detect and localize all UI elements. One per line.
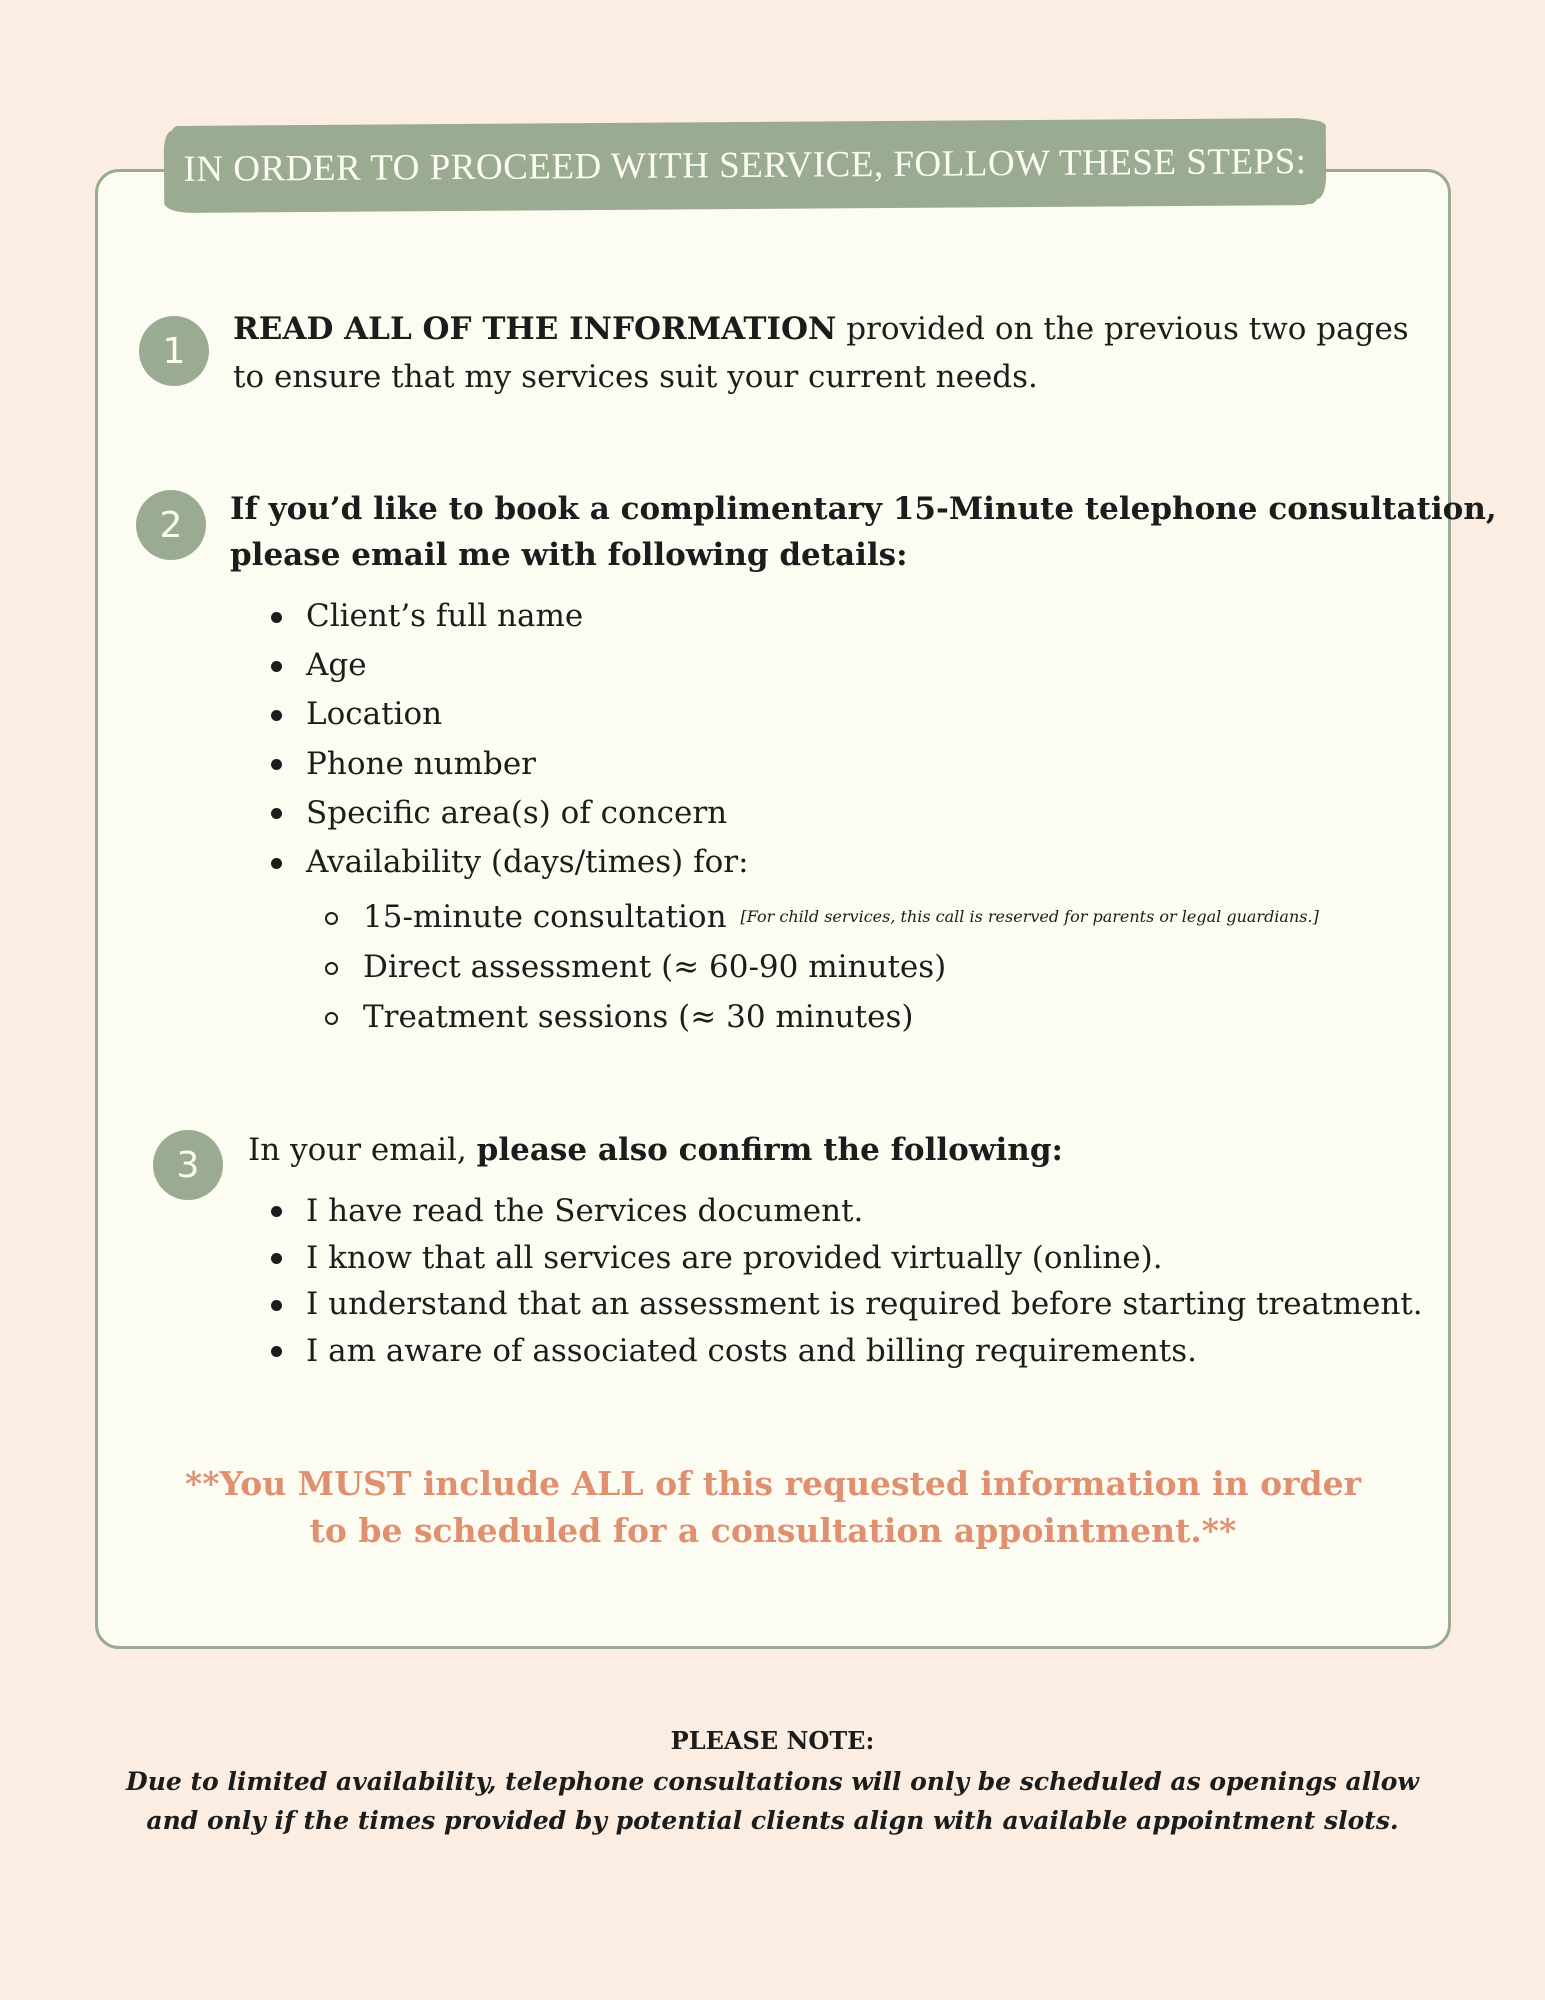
please-note-heading: PLEASE NOTE: [670, 1726, 875, 1755]
please-note [0, 1720, 1545, 1840]
list-item: Age [268, 641, 749, 690]
list-item: I understand that an assessment is required before starting treatment. [268, 1281, 1423, 1328]
required-info-warning [95, 1460, 1451, 1554]
step-3-line-1 [248, 1126, 1063, 1174]
list-item: I am aware of associated costs and billing requirements. [268, 1328, 1423, 1375]
list-item: Specific area(s) of concern [268, 789, 749, 838]
step-1-badge: 1 [139, 316, 209, 386]
please-note-line-1: Due to limited availability, telephone consultations will only be scheduled as openings allow [126, 1767, 1419, 1796]
confirm-list [268, 1188, 1423, 1375]
step-2-line-2: please email me with following details: [230, 537, 908, 573]
list-item: Client’s full name [268, 592, 749, 641]
warning-line-2: to be scheduled for a consultation appointment.** [309, 1511, 1237, 1550]
child-services-note: [For child services, this call is reserved for parents or legal guardians.] [740, 907, 1319, 926]
availability-list [325, 892, 1319, 1042]
step-2-line-1: If you’d like to book a complimentary 15-Minute telephone consultation, [230, 491, 1497, 527]
details-list [268, 592, 749, 887]
list-item [325, 892, 1319, 942]
please-note-line-2: and only if the times provided by potential clients align with available appointment slots. [146, 1806, 1399, 1835]
steps-banner: IN ORDER TO PROCEED WITH SERVICE, FOLLOW THESE STEPS: [168, 118, 1323, 212]
step-1-rest: provided on the previous two pages [836, 311, 1409, 347]
list-item: Phone number [268, 740, 749, 789]
step-1-line-2: to ensure that my services suit your current needs. [233, 359, 1038, 395]
list-item: Treatment sessions (≈ 30 minutes) [325, 992, 1319, 1042]
list-item: I know that all services are provided virtually (online). [268, 1235, 1423, 1282]
sub-item-label: 15-minute consultation [363, 899, 727, 935]
list-item: Location [268, 690, 749, 739]
step-3-plain: In your email, [248, 1132, 477, 1168]
step-3-badge: 3 [153, 1130, 223, 1200]
step-2-badge: 2 [136, 490, 206, 560]
warning-line-1: **You MUST include ALL of this requested information in order [184, 1464, 1361, 1503]
list-item: I have read the Services document. [268, 1188, 1423, 1235]
step-1-line-1 [233, 305, 1409, 353]
step-3-bold: please also confirm the following: [476, 1132, 1063, 1168]
list-item: Availability (days/times) for: [268, 838, 749, 887]
list-item: Direct assessment (≈ 60-90 minutes) [325, 942, 1319, 992]
step-1-bold: READ ALL OF THE INFORMATION [233, 311, 837, 347]
